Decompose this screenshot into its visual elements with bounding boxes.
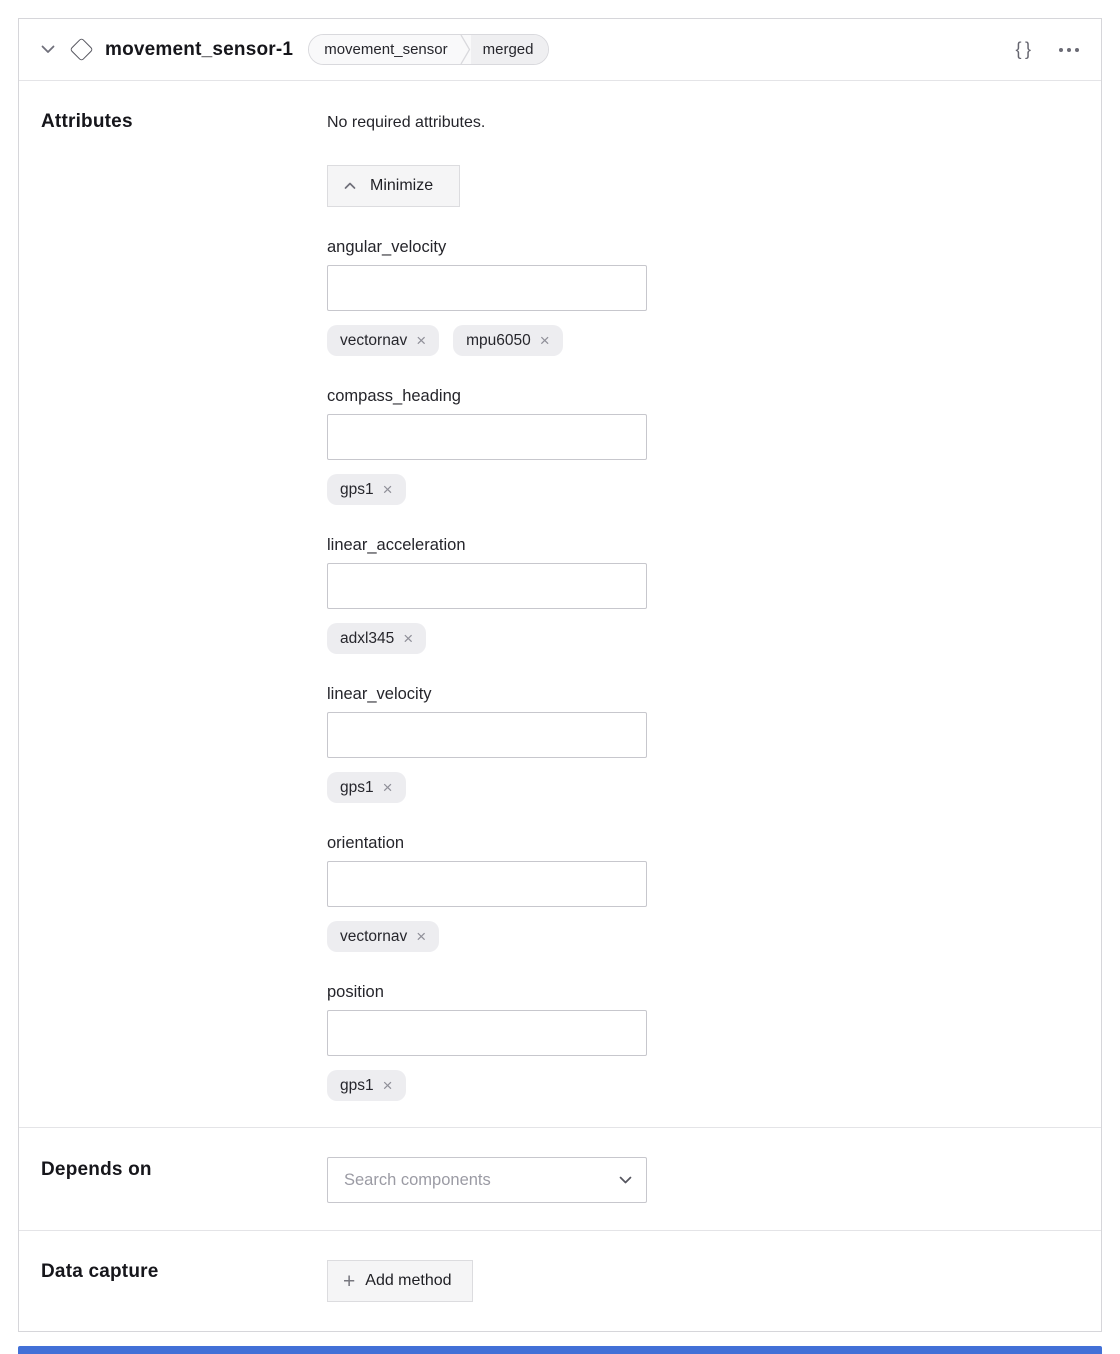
minimize-button-label: Minimize: [370, 177, 434, 194]
plus-icon: +: [343, 1269, 356, 1293]
attribute-tag-row: [327, 474, 1101, 505]
component-title: movement_sensor-1: [105, 38, 294, 60]
attribute-field-label: orientation: [327, 834, 405, 852]
add-method-button-label: Add method: [365, 1272, 452, 1289]
attribute-field-group: [327, 536, 1101, 654]
sensor-tag: [453, 325, 563, 356]
tag-remove-icon[interactable]: ×: [382, 778, 393, 797]
sensor-tag: [327, 1070, 406, 1101]
movement-sensor-diamond-icon: [69, 37, 93, 61]
add-method-button[interactable]: [327, 1260, 473, 1302]
depends-on-section-heading: Depends on: [41, 1159, 152, 1180]
sensor-tag: [327, 623, 426, 654]
sensor-tag-label: vectornav: [340, 331, 408, 349]
no-required-attributes-text: No required attributes.: [327, 114, 486, 131]
chevron-up-icon: [344, 182, 356, 190]
sensor-tag-label: gps1: [340, 480, 374, 498]
attribute-tag-row: [327, 772, 1101, 803]
attribute-field-label: compass_heading: [327, 387, 461, 405]
sensor-tag-label: mpu6050: [466, 331, 531, 349]
minimize-button[interactable]: [327, 165, 460, 207]
attribute-field-group: [327, 685, 1101, 803]
sensor-tag: [327, 325, 439, 356]
attribute-value-input[interactable]: [327, 861, 647, 907]
sensor-tag: [327, 474, 406, 505]
ellipsis-menu-icon[interactable]: [1059, 48, 1079, 52]
attribute-field-label: linear_velocity: [327, 685, 432, 703]
component-type-label: movement_sensor: [309, 35, 459, 64]
select-chevron-down-icon: [619, 1176, 632, 1184]
attribute-field-group: [327, 834, 1101, 952]
tag-remove-icon[interactable]: ×: [382, 1076, 393, 1095]
sensor-tag-label: gps1: [340, 1076, 374, 1094]
attribute-field-label: linear_acceleration: [327, 536, 466, 554]
sensor-tag: [327, 772, 406, 803]
tag-remove-icon[interactable]: ×: [539, 331, 550, 350]
sensor-tag-label: adxl345: [340, 629, 395, 647]
component-model-label: merged: [471, 35, 549, 64]
attribute-value-input[interactable]: [327, 712, 647, 758]
search-components-select[interactable]: [327, 1157, 647, 1203]
tag-remove-icon[interactable]: ×: [416, 331, 427, 350]
data-capture-section-heading: Data capture: [41, 1261, 159, 1282]
component-type-pill: [308, 34, 549, 65]
attribute-value-input[interactable]: [327, 265, 647, 311]
sensor-tag: [327, 921, 439, 952]
attribute-field-group: [327, 387, 1101, 505]
depends-on-section: [19, 1127, 1101, 1230]
attribute-field-label: position: [327, 983, 384, 1001]
attribute-fields: [327, 238, 1101, 1101]
attribute-value-input[interactable]: [327, 563, 647, 609]
attributes-section: [19, 81, 1101, 1127]
attribute-field-group: [327, 983, 1101, 1101]
search-components-placeholder: Search components: [344, 1170, 491, 1189]
attribute-tag-row: [327, 1070, 1101, 1101]
json-mode-braces-icon[interactable]: { }: [1015, 39, 1032, 59]
component-card: [18, 18, 1102, 1332]
pill-separator-chevron-icon: [460, 35, 471, 64]
sensor-tag-label: gps1: [340, 778, 374, 796]
attribute-tag-row: [327, 921, 1101, 952]
attribute-field-label: angular_velocity: [327, 238, 447, 256]
attribute-value-input[interactable]: [327, 414, 647, 460]
component-card-header: [19, 19, 1101, 81]
attribute-value-input[interactable]: [327, 1010, 647, 1056]
tag-remove-icon[interactable]: ×: [403, 629, 414, 648]
attribute-tag-row: [327, 623, 1101, 654]
data-capture-section: [19, 1230, 1101, 1331]
attribute-field-group: [327, 238, 1101, 356]
attributes-section-heading: Attributes: [41, 111, 133, 132]
tag-remove-icon[interactable]: ×: [416, 927, 427, 946]
next-card-top-border: [18, 1346, 1102, 1354]
attribute-tag-row: [327, 325, 1101, 356]
collapse-chevron-down-icon[interactable]: [41, 45, 55, 54]
sensor-tag-label: vectornav: [340, 927, 408, 945]
tag-remove-icon[interactable]: ×: [382, 480, 393, 499]
